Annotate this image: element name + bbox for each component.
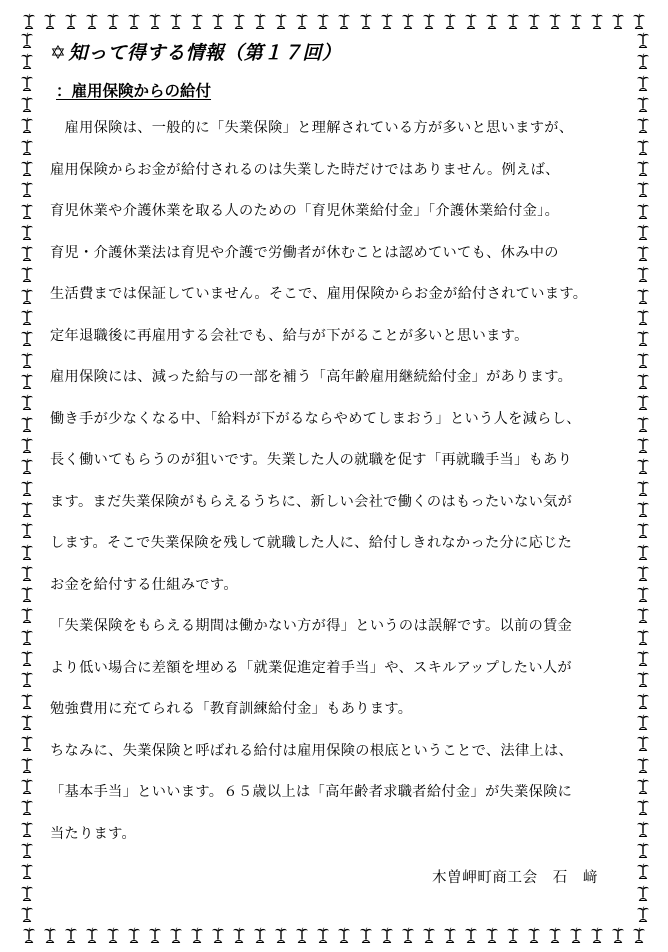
palm-tree-icon xyxy=(401,927,415,943)
palm-tree-icon xyxy=(316,13,330,29)
text-line: します。そこで失業保険を残して就職した人に、給付しきれなかった分に応じた xyxy=(50,535,573,551)
palm-tree-icon xyxy=(485,927,499,943)
palm-tree-icon xyxy=(20,863,34,879)
palm-tree-icon xyxy=(359,13,373,29)
palm-tree-icon xyxy=(506,13,520,29)
palm-tree-icon xyxy=(20,821,34,837)
palm-tree-icon xyxy=(20,203,34,219)
text-line: お金を給付する仕組みです。 xyxy=(50,576,238,593)
text-line: 育児・介護休業法は育児や介護で労働者が休むことは認めていても、休み中の xyxy=(50,244,559,261)
palm-tree-icon xyxy=(422,13,436,29)
palm-tree-icon xyxy=(64,13,78,29)
palm-tree-icon xyxy=(359,927,373,943)
palm-tree-icon xyxy=(337,927,351,943)
palm-tree-icon xyxy=(636,863,650,879)
signature: 木曽岬町商工会 石 﨑 xyxy=(432,870,599,886)
palm-tree-icon xyxy=(20,735,34,751)
palm-tree-icon xyxy=(43,927,57,943)
palm-tree-icon xyxy=(464,927,478,943)
article-text xyxy=(50,108,640,855)
palm-tree-icon xyxy=(20,224,34,240)
palm-tree-icon xyxy=(632,927,646,943)
palm-tree-icon xyxy=(20,757,34,773)
palm-tree-icon xyxy=(20,565,34,581)
palm-tree-icon xyxy=(380,927,394,943)
palm-tree-icon xyxy=(20,32,34,48)
palm-tree-icon xyxy=(274,927,288,943)
palm-tree-icon xyxy=(20,693,34,709)
palm-tree-icon xyxy=(20,671,34,687)
palm-tree-icon xyxy=(20,139,34,155)
palm-tree-icon xyxy=(22,13,36,29)
palm-tree-icon xyxy=(590,13,604,29)
palm-tree-icon xyxy=(127,927,141,943)
palm-tree-icon xyxy=(506,927,520,943)
text-line: 働き手が少なくなる中、「給料が下がるならやめてしまおう」という人を減らし、 xyxy=(50,410,581,427)
star-icon: ✡ xyxy=(50,42,67,64)
palm-tree-icon xyxy=(20,160,34,176)
text-line: 定年退職後に再雇用する会社でも、給与が下がることが多いと思います。 xyxy=(50,327,529,344)
text-line: 雇用保険からお金が給付されるのは失業した時だけではありません。例えば、 xyxy=(50,161,560,178)
palm-tree-icon xyxy=(20,799,34,815)
palm-tree-icon xyxy=(548,13,562,29)
palm-tree-icon xyxy=(169,13,183,29)
palm-tree-icon xyxy=(464,13,478,29)
palm-tree-icon xyxy=(106,13,120,29)
palm-tree-icon xyxy=(43,13,57,29)
text-line: 「失業保険をもらえる期間は働かない方が得」というのは誤解です。以前の賃金 xyxy=(50,618,573,634)
palm-tree-icon xyxy=(85,927,99,943)
palm-tree-icon xyxy=(20,586,34,602)
text-line: ます。まだ失業保険がもらえるうちに、新しい会社で働くのはもったいない気が xyxy=(50,493,573,510)
palm-tree-icon xyxy=(232,927,246,943)
palm-tree-icon xyxy=(337,13,351,29)
palm-tree-icon xyxy=(20,309,34,325)
text-line: ちなみに、失業保険と呼ばれる給付は雇用保険の根底ということで、法律上は、 xyxy=(50,742,574,759)
text-line: 長く働いてもらうのが狙いです。失業した人の就職を促す「再就職手当」もあり xyxy=(50,452,573,468)
palm-tree-icon xyxy=(20,778,34,794)
palm-tree-icon xyxy=(148,13,162,29)
palm-tree-icon xyxy=(20,842,34,858)
palm-tree-icon xyxy=(611,13,625,29)
text-line: 当たります。 xyxy=(50,825,137,842)
palm-tree-icon xyxy=(611,927,625,943)
palm-tree-icon xyxy=(295,927,309,943)
palm-tree-icon xyxy=(20,266,34,282)
palm-tree-icon xyxy=(211,13,225,29)
palm-tree-icon xyxy=(274,13,288,29)
border-top xyxy=(22,10,646,32)
palm-tree-icon xyxy=(20,544,34,560)
palm-tree-icon xyxy=(527,927,541,943)
palm-tree-icon xyxy=(527,13,541,29)
palm-tree-icon xyxy=(190,927,204,943)
palm-tree-icon xyxy=(316,927,330,943)
palm-tree-icon xyxy=(401,13,415,29)
palm-tree-icon xyxy=(127,13,141,29)
palm-tree-icon xyxy=(548,927,562,943)
palm-tree-icon xyxy=(20,480,34,496)
palm-tree-icon xyxy=(20,96,34,112)
palm-tree-icon xyxy=(85,13,99,29)
palm-tree-icon xyxy=(20,181,34,197)
palm-tree-icon xyxy=(20,607,34,623)
page-title xyxy=(50,38,640,68)
palm-tree-icon xyxy=(20,373,34,389)
palm-tree-icon xyxy=(485,13,499,29)
text-line: 雇用保険には、減った給与の一部を補う「高年齢雇用継続給付金」があります。 xyxy=(50,369,573,385)
palm-tree-icon xyxy=(569,927,583,943)
palm-tree-icon xyxy=(20,75,34,91)
section-subtitle: ：雇用保険からの給付 xyxy=(56,82,212,100)
palm-tree-icon xyxy=(20,437,34,453)
palm-tree-icon xyxy=(169,927,183,943)
palm-tree-icon xyxy=(20,352,34,368)
text-line: 勉強費用に充てられる「教育訓練給付金」もあります。 xyxy=(50,701,413,717)
palm-tree-icon xyxy=(20,458,34,474)
palm-tree-icon xyxy=(64,927,78,943)
palm-tree-icon xyxy=(569,13,583,29)
text-line: 「基本手当」といいます。６５歳以上は「高年齢者求職者給付金」が失業保険に xyxy=(50,784,573,800)
palm-tree-icon xyxy=(443,13,457,29)
palm-tree-icon xyxy=(636,885,650,901)
palm-tree-icon xyxy=(20,629,34,645)
palm-tree-icon xyxy=(106,927,120,943)
palm-tree-icon xyxy=(20,650,34,666)
palm-tree-icon xyxy=(232,13,246,29)
text-line: 雇用保険は、一般的に「失業保険」と理解されている方が多いと思いますが、 xyxy=(50,120,574,136)
palm-tree-icon xyxy=(380,13,394,29)
palm-tree-icon xyxy=(20,330,34,346)
text-line: 育児休業や介護休業を取る人のための「育児休業給付金」「介護休業給付金」。 xyxy=(50,203,560,219)
palm-tree-icon xyxy=(20,117,34,133)
palm-tree-icon xyxy=(20,288,34,304)
palm-tree-icon xyxy=(148,927,162,943)
palm-tree-icon xyxy=(20,885,34,901)
palm-tree-icon xyxy=(20,906,34,922)
palm-tree-icon xyxy=(295,13,309,29)
border-bottom xyxy=(22,924,646,946)
palm-tree-icon xyxy=(253,13,267,29)
border-left xyxy=(16,32,38,922)
palm-tree-icon xyxy=(253,927,267,943)
palm-tree-icon xyxy=(20,522,34,538)
palm-tree-icon xyxy=(443,927,457,943)
palm-tree-icon xyxy=(211,927,225,943)
palm-tree-icon xyxy=(632,13,646,29)
title-text: 知って得する情報（第１７回） xyxy=(68,42,342,64)
text-line: より低い場合に差額を埋める「就業促進定着手当」や、スキルアップしたい人が xyxy=(50,659,572,676)
palm-tree-icon xyxy=(20,501,34,517)
palm-tree-icon xyxy=(20,416,34,432)
palm-tree-icon xyxy=(422,927,436,943)
palm-tree-icon xyxy=(190,13,204,29)
palm-tree-icon xyxy=(20,394,34,410)
palm-tree-icon xyxy=(22,927,36,943)
palm-tree-icon xyxy=(20,714,34,730)
palm-tree-icon xyxy=(20,245,34,261)
palm-tree-icon xyxy=(636,906,650,922)
palm-tree-icon xyxy=(590,927,604,943)
palm-tree-icon xyxy=(20,53,34,69)
document-body xyxy=(50,38,640,855)
text-line: 生活費までは保証していません。そこで、雇用保険からお金が給付されています。 xyxy=(50,286,588,302)
